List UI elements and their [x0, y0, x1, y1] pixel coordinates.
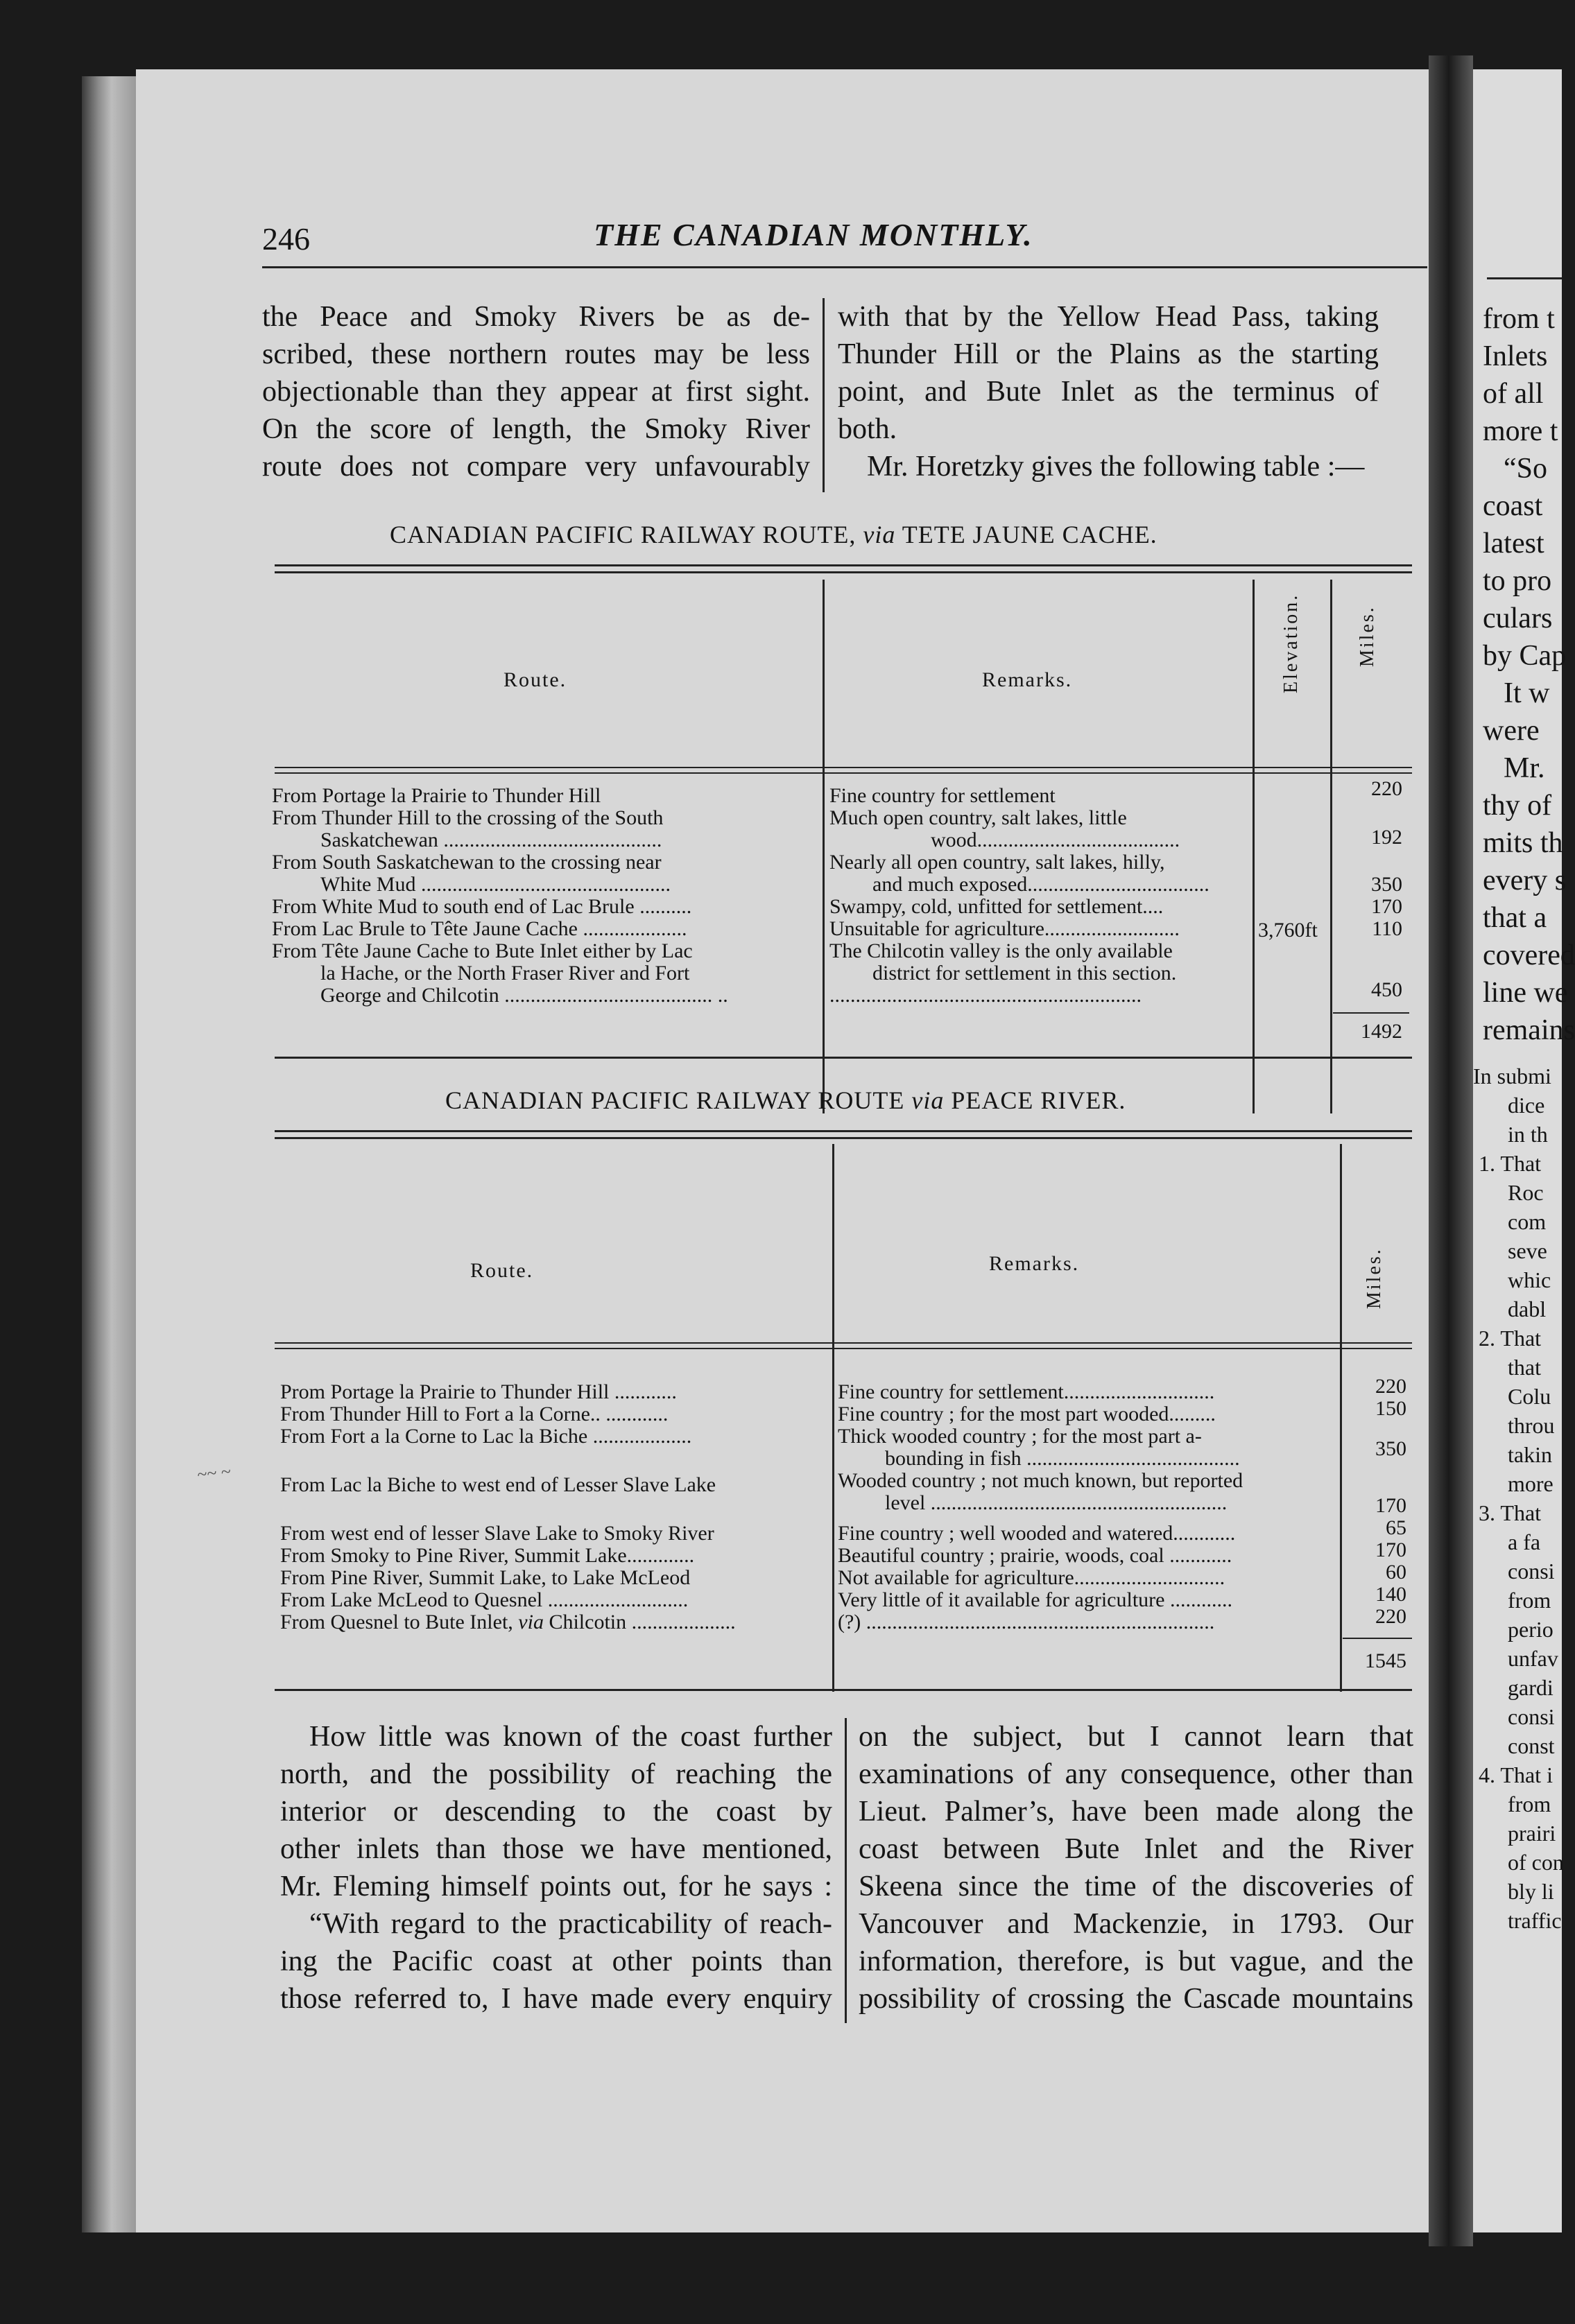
- text-line: route does not compare very unfavourably: [262, 451, 810, 483]
- closing-left-column: [280, 1718, 832, 2018]
- text-line: both.: [838, 413, 897, 445]
- adjacent-note-line: from: [1508, 1588, 1551, 1613]
- adjacent-note-line: dice: [1508, 1093, 1545, 1118]
- adjacent-note-line: perio: [1508, 1617, 1554, 1642]
- table1-title-via: via: [863, 521, 896, 548]
- text-line: interior or descending to the coast by: [280, 1796, 832, 1828]
- table1-title-main: CANADIAN PACIFIC RAILWAY ROUTE,: [390, 521, 857, 548]
- table1-route-cell: From Lac Brule to Tête Jaune Cache ....................: [272, 917, 687, 940]
- table1-route-cell: George and Chilcotin ........................................ ..: [320, 984, 728, 1007]
- adjacent-line: line we: [1483, 977, 1568, 1009]
- table2-route-cell: From Thunder Hill to Fort a la Corne.. ............: [280, 1403, 669, 1425]
- table2-header-remarks: Remarks.: [989, 1252, 1080, 1275]
- table2-title-via: via: [911, 1086, 945, 1114]
- adjacent-line: coast: [1483, 490, 1543, 522]
- table2-route-cell: [280, 1611, 736, 1633]
- table1-miles-cell: 192: [1371, 826, 1402, 849]
- table1-remark-cell: Fine country for settlement: [829, 784, 1056, 807]
- table2-remark-cell: level .........................................................: [885, 1491, 1228, 1514]
- adjacent-line: remains: [1483, 1014, 1575, 1046]
- table2-header-rule-2: [275, 1348, 1412, 1349]
- table1-remark-cell: wood.......................................: [931, 829, 1180, 851]
- closing-right-column: [859, 1718, 1413, 2018]
- adjacent-line: thy of: [1483, 790, 1552, 822]
- table2-route-cell: From Smoky to Pine River, Summit Lake.............: [280, 1544, 695, 1567]
- text-line: north, and the possibility of reaching the: [280, 1758, 832, 1790]
- adjacent-line: Mr.: [1504, 752, 1545, 784]
- table2-remark-cell: Beautiful country ; prairie, woods, coal ............: [838, 1544, 1232, 1567]
- table1-divider-miles: [1330, 580, 1332, 1113]
- table2-route-cell: Prom Portage la Prairie to Thunder Hill ............: [280, 1380, 677, 1403]
- column-divider: [845, 1718, 847, 2023]
- table2-divider-route: [832, 1144, 834, 1692]
- table2-header-route: Route.: [470, 1259, 534, 1282]
- book-gutter: [1429, 55, 1473, 2246]
- book-page: [136, 69, 1429, 2232]
- table1-header-rule-2: [275, 772, 1412, 774]
- adjacent-note-line: Roc: [1508, 1180, 1544, 1205]
- adjacent-note-line: In submi: [1473, 1064, 1551, 1089]
- table1-remark-cell: district for settlement in this section.: [872, 962, 1177, 985]
- adjacent-line: “So: [1504, 453, 1547, 485]
- adjacent-note-line: 3. That: [1479, 1500, 1542, 1525]
- table2-remark-cell: Thick wooded country ; for the most part a-: [838, 1425, 1202, 1448]
- text-line: Skeena since the time of the discoveries of: [859, 1871, 1413, 1902]
- table1-header-elevation: Elevation.: [1280, 593, 1302, 693]
- table1-divider-elevation: [1253, 580, 1255, 1113]
- intro-right-column: [838, 298, 1379, 485]
- adjacent-note-line: const: [1508, 1733, 1555, 1758]
- table1-header-miles: Miles.: [1357, 605, 1378, 667]
- adjacent-header-rule: [1487, 277, 1562, 279]
- text-line: information, therefore, is but vague, and the: [859, 1945, 1413, 1977]
- adjacent-note-line: that: [1508, 1355, 1541, 1380]
- table1-remark-cell: ............................................................: [829, 984, 1142, 1007]
- table2-miles-cell: 350: [1375, 1437, 1406, 1460]
- table2-route-cell: From Lake McLeod to Quesnel ...........................: [280, 1588, 689, 1611]
- text-line: “With regard to the practicability of reach-: [309, 1908, 832, 1940]
- table2-miles-cell: 220: [1375, 1375, 1406, 1398]
- adjacent-note-line: from: [1508, 1792, 1551, 1816]
- adjacent-note-line: in th: [1508, 1122, 1548, 1147]
- table2-remark-cell: Fine country ; for the most part wooded.........: [838, 1403, 1216, 1425]
- adjacent-line: from t: [1483, 303, 1555, 335]
- adjacent-note-line: dabl: [1508, 1297, 1547, 1321]
- text-line: objectionable than they appear at first sight.: [262, 376, 810, 408]
- table2-route-text: From Quesnel to Bute Inlet,: [280, 1611, 513, 1633]
- text-line: ing the Pacific coast at other points than: [280, 1945, 832, 1977]
- table1-remark-cell: Much open country, salt lakes, little: [829, 806, 1127, 829]
- adjacent-line: mits th: [1483, 827, 1563, 859]
- table2-remark-cell: (?) ...................................................................: [838, 1611, 1215, 1633]
- text-line: coast between Bute Inlet and the River: [859, 1833, 1413, 1865]
- table1-remark-cell: Unsuitable for agriculture..........................: [829, 917, 1180, 940]
- table1-route-cell: White Mud ................................................: [320, 873, 671, 896]
- table1-elevation-cell: 3,760ft: [1258, 919, 1318, 942]
- adjacent-note-line: of con: [1508, 1850, 1564, 1875]
- table1-route-cell: la Hache, or the North Fraser River and Fort: [320, 962, 690, 985]
- adjacent-note-line: traffic: [1508, 1908, 1562, 1933]
- table2-top-rule: [275, 1130, 1412, 1132]
- table1-remark-cell: and much exposed...................................: [872, 873, 1210, 896]
- table2-total: 1545: [1365, 1649, 1406, 1672]
- table2-remark-cell: Not available for agriculture.............................: [838, 1566, 1225, 1589]
- text-line: on the subject, but I cannot learn that: [859, 1721, 1413, 1753]
- table1-top-rule: [275, 564, 1412, 566]
- table2-miles-cell: 170: [1375, 1538, 1406, 1561]
- table2-miles-cell: 140: [1375, 1583, 1406, 1606]
- text-line: those referred to, I have made every enquiry: [280, 1983, 832, 2015]
- adjacent-line: by Cap: [1483, 640, 1567, 672]
- table2-header-miles: Miles.: [1363, 1247, 1385, 1309]
- adjacent-page: [1473, 69, 1575, 2232]
- table2-miles-cell: 220: [1375, 1605, 1406, 1628]
- handwritten-margin-note: ~~ ~: [196, 1461, 232, 1485]
- text-line: other inlets than those we have mentioned,: [280, 1833, 832, 1865]
- table1-bottom-rule: [275, 1057, 1412, 1059]
- adjacent-note-line: 4. That i: [1479, 1762, 1553, 1787]
- table1-miles-cell: 450: [1371, 978, 1402, 1001]
- adjacent-note-line: more: [1508, 1471, 1554, 1496]
- table2-remark-cell: Very little of it available for agriculture ............: [838, 1588, 1232, 1611]
- adjacent-note-line: a fa: [1508, 1529, 1541, 1554]
- adjacent-note-line: gardi: [1508, 1675, 1554, 1700]
- table2-route-cell: From Lac la Biche to west end of Lesser Slave Lake: [280, 1473, 716, 1496]
- table1-divider-route: [823, 580, 825, 1113]
- adjacent-note-line: unfav: [1508, 1646, 1558, 1671]
- table1-route-cell: From Portage la Prairie to Thunder Hill: [272, 784, 601, 807]
- table2-title-end: PEACE RIVER.: [951, 1086, 1126, 1114]
- adjacent-line: to pro: [1483, 565, 1552, 597]
- table2-miles-cell: 170: [1375, 1494, 1406, 1517]
- adjacent-line: that a: [1483, 902, 1547, 934]
- table1-header-remarks: Remarks.: [982, 668, 1073, 691]
- table2-remark-cell: bounding in fish .........................................: [885, 1447, 1240, 1470]
- table1-route-cell: From South Saskatchewan to the crossing near: [272, 851, 662, 874]
- table1-route-cell: From White Mud to south end of Lac Brule ..........: [272, 895, 692, 918]
- table2-title-main: CANADIAN PACIFIC RAILWAY ROUTE: [445, 1086, 905, 1114]
- table2-sum-rule: [1343, 1638, 1412, 1639]
- table1-sum-rule: [1333, 1012, 1409, 1014]
- adjacent-line: culars: [1483, 602, 1553, 634]
- adjacent-line: It w: [1504, 677, 1550, 709]
- adjacent-note-line: whic: [1508, 1267, 1551, 1292]
- table2-remark-cell: Fine country for settlement.............................: [838, 1380, 1215, 1403]
- adjacent-note-line: com: [1508, 1209, 1547, 1234]
- table2-miles-cell: 65: [1386, 1516, 1406, 1539]
- table2-header-rule: [275, 1342, 1412, 1344]
- table1-route-cell: From Tête Jaune Cache to Bute Inlet either by Lac: [272, 939, 693, 962]
- table1-remark-cell: Nearly all open country, salt lakes, hilly,: [829, 851, 1165, 874]
- text-line: examinations of any consequence, other than: [859, 1758, 1413, 1790]
- table1-miles-cell: 170: [1371, 895, 1402, 918]
- text-line: with that by the Yellow Head Pass, taking: [838, 301, 1379, 333]
- text-line: Mr. Horetzky gives the following table :—: [867, 451, 1365, 483]
- table1-miles-cell: 350: [1371, 873, 1402, 896]
- table1-miles-cell: 220: [1371, 777, 1402, 800]
- adjacent-note-line: seve: [1508, 1238, 1547, 1263]
- table1-header-rule: [275, 767, 1412, 768]
- adjacent-note-line: throu: [1508, 1413, 1555, 1438]
- adjacent-line: more t: [1483, 415, 1558, 447]
- table2-route-via: via: [518, 1611, 544, 1633]
- table2-miles-cell: 150: [1375, 1397, 1406, 1420]
- table2-top-rule-2: [275, 1137, 1412, 1139]
- adjacent-note-line: 1. That: [1479, 1151, 1542, 1176]
- table1-title: [390, 520, 1157, 549]
- table2-bottom-rule: [275, 1689, 1412, 1691]
- table2-remark-cell: Wooded country ; not much known, but reported: [838, 1469, 1243, 1492]
- text-line: Thunder Hill or the Plains as the starting: [838, 338, 1379, 370]
- adjacent-line: Inlets: [1483, 340, 1548, 372]
- text-line: the Peace and Smoky Rivers be as de-: [262, 301, 810, 333]
- adjacent-line: latest: [1483, 528, 1544, 560]
- text-line: Lieut. Palmer’s, have been made along the: [859, 1796, 1413, 1828]
- adjacent-note-line: consi: [1508, 1704, 1555, 1729]
- adjacent-note-line: 2. That: [1479, 1326, 1542, 1351]
- intro-left-column: [262, 298, 810, 485]
- adjacent-line: every s: [1483, 865, 1567, 896]
- table1-top-rule-2: [275, 571, 1412, 573]
- adjacent-line: of all: [1483, 378, 1544, 410]
- adjacent-line: were: [1483, 715, 1540, 747]
- table1-remark-cell: The Chilcotin valley is the only available: [829, 939, 1173, 962]
- table1-route-cell: From Thunder Hill to the crossing of the South: [272, 806, 664, 829]
- table1-title-end: TETE JAUNE CACHE.: [902, 521, 1157, 548]
- adjacent-note-line: takin: [1508, 1442, 1552, 1467]
- book-edge: [82, 76, 136, 2232]
- table2-miles-cell: 60: [1386, 1561, 1406, 1584]
- column-divider: [823, 298, 825, 492]
- text-line: How little was known of the coast further: [309, 1721, 832, 1753]
- table2-route-cell: From west end of lesser Slave Lake to Smoky River: [280, 1522, 714, 1545]
- text-line: Mr. Fleming himself points out, for he says :: [280, 1871, 832, 1902]
- table1-route-cell: Saskatchewan ..........................................: [320, 829, 662, 851]
- table2-route-text: Chilcotin ....................: [549, 1611, 736, 1633]
- text-line: point, and Bute Inlet as the terminus of: [838, 376, 1379, 408]
- table2-divider-miles: [1340, 1144, 1342, 1692]
- adjacent-line: covered: [1483, 939, 1575, 971]
- table2-remark-cell: Fine country ; well wooded and watered............: [838, 1522, 1236, 1545]
- page-number: 246: [262, 221, 310, 257]
- adjacent-note-line: bly li: [1508, 1879, 1554, 1904]
- adjacent-note-line: consi: [1508, 1559, 1555, 1584]
- table1-remark-cell: Swampy, cold, unfitted for settlement....: [829, 895, 1164, 918]
- table1-miles-cell: 110: [1372, 917, 1402, 940]
- text-line: possibility of crossing the Cascade mountains: [859, 1983, 1413, 2015]
- table2-route-cell: From Fort a la Corne to Lac la Biche ...................: [280, 1425, 692, 1448]
- table1-total: 1492: [1361, 1020, 1402, 1043]
- table2-title: [445, 1086, 1126, 1115]
- text-line: On the score of length, the Smoky River: [262, 413, 810, 445]
- header-rule: [262, 266, 1427, 268]
- table2-route-cell: From Pine River, Summit Lake, to Lake McLeod: [280, 1566, 691, 1589]
- text-line: Vancouver and Mackenzie, in 1793. Our: [859, 1908, 1413, 1940]
- adjacent-note-line: Colu: [1508, 1384, 1551, 1409]
- table1-header-route: Route.: [504, 668, 567, 691]
- text-line: scribed, these northern routes may be less: [262, 338, 810, 370]
- running-title: THE CANADIAN MONTHLY.: [594, 217, 1033, 252]
- adjacent-note-line: prairi: [1508, 1821, 1556, 1846]
